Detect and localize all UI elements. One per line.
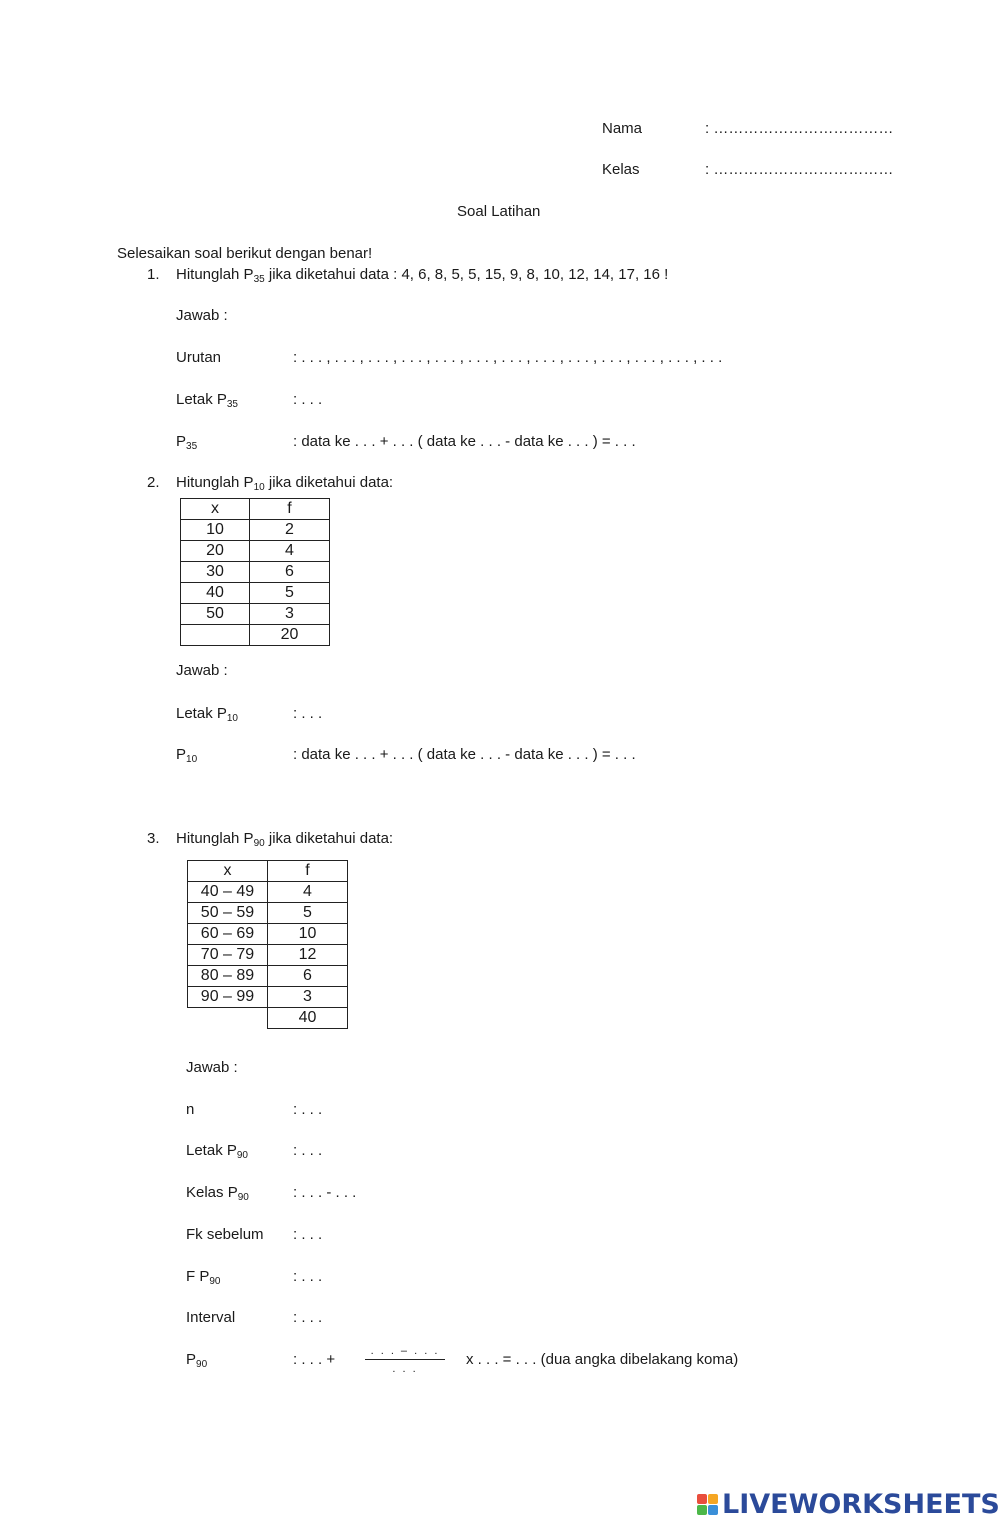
q3-interval-answer[interactable]: : . . . [293, 1309, 323, 1326]
table-cell-f: 3 [268, 987, 348, 1008]
q3-n-label: n [186, 1101, 195, 1118]
table-header-f: f [250, 499, 330, 520]
q2-p-answer[interactable]: : data ke . . . + . . . ( data ke . . . - data ke . . . ) = . . . [293, 746, 636, 763]
table-row [181, 583, 330, 604]
table-cell-x: 30 [181, 562, 250, 583]
liveworksheets-logo-icon [697, 1494, 718, 1515]
table-row [188, 882, 348, 903]
q2-text: Hitunglah $P_{10}$ jika diketahui data: [176, 474, 394, 493]
q3-fk-label: Fk sebelum [186, 1226, 264, 1243]
table-header-row [181, 499, 330, 520]
table-cell-x: 70 – 79 [188, 945, 268, 966]
table-cell-x: 40 – 49 [188, 882, 268, 903]
table-cell-empty [181, 625, 250, 646]
table-header-row [188, 861, 348, 882]
q2-letak-answer[interactable]: : . . . [293, 705, 323, 722]
q3-f-label: F $P_{90}$ [186, 1268, 221, 1287]
logo-square-blue [708, 1505, 718, 1515]
instruction: Selesaikan soal berikut dengan benar! [117, 245, 373, 262]
table-total-row [188, 1008, 348, 1029]
page-title: Soal Latihan [457, 203, 541, 220]
q2-number: 2. [147, 474, 160, 491]
table-cell-x: 10 [181, 520, 250, 541]
q3-letak-label: Letak $P_{90}$ [186, 1142, 248, 1161]
table-row [188, 987, 348, 1008]
table-cell-f: 5 [268, 903, 348, 924]
q1-text: Hitunglah $P_{35}$ jika diketahui data : 4, 6, 8, 5, 5, 15, 9, 8, 10, 12, 14, 17, 16 ! [176, 266, 669, 285]
table-row [188, 924, 348, 945]
table-cell-f: 5 [250, 583, 330, 604]
q3-kelas-label: Kelas $P_{90}$ [186, 1184, 249, 1203]
table-cell-x: 50 [181, 604, 250, 625]
table-row [181, 541, 330, 562]
logo-square-red [697, 1494, 707, 1504]
q1-jawab: Jawab : [176, 307, 228, 324]
nama-field[interactable]: : ……………………………… [705, 120, 894, 137]
q2-jawab: Jawab : [176, 662, 228, 679]
table-cell-f: 12 [268, 945, 348, 966]
q3-interval-label: Interval [186, 1309, 236, 1326]
table-row [181, 604, 330, 625]
liveworksheets-logo [697, 1488, 1000, 1520]
q2-letak-label: Letak $P_{10}$ [176, 705, 238, 724]
q3-data-table [187, 860, 348, 1029]
table-row [181, 562, 330, 583]
q2-data-table [180, 498, 330, 646]
q3-fraction-denominator[interactable]: . . . [392, 1363, 418, 1375]
table-cell-empty [188, 1008, 268, 1029]
q2-p-label: $P_{10}$ [176, 746, 198, 765]
table-cell-f: 4 [250, 541, 330, 562]
q3-text: Hitunglah $P_{90}$ jika diketahui data: [176, 830, 394, 849]
table-cell-f: 3 [250, 604, 330, 625]
table-cell-f: 2 [250, 520, 330, 541]
kelas-label: Kelas [602, 161, 640, 178]
table-row [188, 945, 348, 966]
table-row [181, 520, 330, 541]
q3-p-answer-b[interactable]: x . . . = . . . (dua angka dibelakang koma) [466, 1351, 739, 1368]
q3-letak-answer[interactable]: : . . . [293, 1142, 323, 1159]
q1-number: 1. [147, 266, 160, 283]
q3-number: 3. [147, 830, 160, 847]
table-cell-f: 10 [268, 924, 348, 945]
q3-n-answer[interactable]: : . . . [293, 1101, 323, 1118]
q1-urutan-label: Urutan [176, 349, 222, 366]
table-header-x: x [188, 861, 268, 882]
q3-kelas-answer[interactable]: : . . . - . . . [293, 1184, 357, 1201]
q3-fk-answer[interactable]: : . . . [293, 1226, 323, 1243]
table-total: 40 [268, 1008, 348, 1029]
table-cell-x: 80 – 89 [188, 966, 268, 987]
table-cell-x: 60 – 69 [188, 924, 268, 945]
q3-f-answer[interactable]: : . . . [293, 1268, 323, 1285]
logo-square-green [697, 1505, 707, 1515]
nama-label: Nama [602, 120, 643, 137]
q3-fraction-numerator[interactable]: . . . – . . . [365, 1344, 445, 1360]
q3-p-answer-a[interactable]: : . . . + [293, 1351, 336, 1368]
kelas-field[interactable]: : ……………………………… [705, 161, 894, 178]
table-cell-f: 6 [250, 562, 330, 583]
table-row [188, 903, 348, 924]
table-cell-f: 6 [268, 966, 348, 987]
q1-p-answer[interactable]: : data ke . . . + . . . ( data ke . . . - data ke . . . ) = . . . [293, 433, 636, 450]
q1-letak-label: Letak $P_{35}$ [176, 391, 238, 410]
q1-letak-answer[interactable]: : . . . [293, 391, 323, 408]
table-cell-x: 50 – 59 [188, 903, 268, 924]
table-cell-x: 40 [181, 583, 250, 604]
table-header-x: x [181, 499, 250, 520]
table-header-f: f [268, 861, 348, 882]
table-total: 20 [250, 625, 330, 646]
q1-p-label: $P_{35}$ [176, 433, 198, 452]
logo-square-orange [708, 1494, 718, 1504]
table-row [188, 966, 348, 987]
q3-p-label: $P_{90}$ [186, 1351, 208, 1370]
liveworksheets-logo-text: LIVEWORKSHEETS [722, 1488, 1000, 1520]
table-cell-f: 4 [268, 882, 348, 903]
table-total-row [181, 625, 330, 646]
table-cell-x: 90 – 99 [188, 987, 268, 1008]
q1-urutan-answer[interactable]: : . . . , . . . , . . . , . . . , . . . , . . . , . . . , . . . , . . . , . . . , . . . , . . . , . . . [293, 349, 723, 366]
q3-jawab: Jawab : [186, 1059, 238, 1076]
table-cell-x: 20 [181, 541, 250, 562]
